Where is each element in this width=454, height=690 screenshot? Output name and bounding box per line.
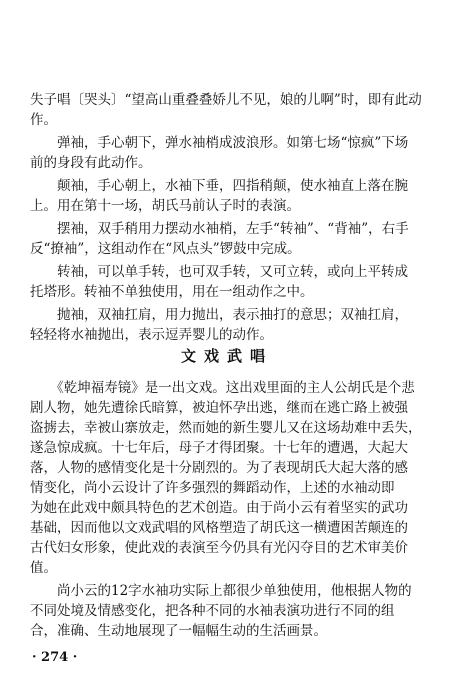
paragraph-line: 尚小云的12字水袖功实际上都很少单独使用，他根据人物的 bbox=[30, 583, 412, 599]
paragraph-line: 上。用在第十一场，胡氏马前认子时的表演。 bbox=[30, 198, 300, 214]
paragraph-line: 不同处境及情感变化，把各种不同的水袖表演功进行不同的组 bbox=[30, 603, 395, 619]
section-heading: 文戏武唱 bbox=[180, 347, 273, 365]
paragraph-line: 托塔形。转袖不单独使用，用在一组动作之中。 bbox=[30, 284, 314, 300]
paragraph-line: 值。 bbox=[30, 560, 57, 576]
paragraph-line: 轻轻将水袖抛出，表示逗弄婴儿的动作。 bbox=[30, 327, 273, 343]
paragraph-line: 反“撩袖”，这组动作在“风点头”锣鼓中完成。 bbox=[30, 241, 301, 257]
paragraph-line: 为她在此戏中颇具特色的艺术创造。由于尚小云有着坚实的武功 bbox=[30, 500, 408, 516]
paragraph-line: 落，人物的感情变化是十分剧烈的。为了表现胡氏大起大落的感 bbox=[30, 460, 408, 476]
paragraph-line: 颠袖，手心朝上，水袖下垂，四指稍颠，使水袖直上落在腕 bbox=[30, 178, 408, 194]
paragraph-line: 失子唱〔哭头〕“望高山重叠叠娇儿不见，娘的儿啊”时，即有此动 bbox=[30, 92, 422, 108]
paragraph-line: 弹袖，手心朝下，弹水袖梢成波浪形。如第七场“惊疯”下场 bbox=[30, 135, 409, 151]
paragraph-line: 转袖，可以单手转，也可双手转，又可立转，或向上平转成 bbox=[30, 264, 408, 280]
page-number: · 274 · bbox=[32, 650, 78, 665]
paragraph-line: 摆袖，双手稍用力摆动水袖梢，左手“转袖”、“背袖”，右手 bbox=[30, 221, 409, 237]
paragraph-line: 前的身段有此动作。 bbox=[30, 155, 152, 171]
paragraph-line: 遂急惊成疯。十七年后，母子才得团聚。十七年的遭遇，大起大 bbox=[30, 440, 408, 456]
paragraph-line: 剧人物，她先遭徐氏暗算，被迫怀孕出逃，继而在逃亡路上被强 bbox=[30, 400, 408, 416]
paragraph-line: 古代妇女形象，使此戏的表演至今仍具有光闪夺目的艺术审美价 bbox=[30, 540, 408, 556]
paragraph-line: 情变化，尚小云设计了许多强烈的舞蹈动作，上述的水袖动即 bbox=[30, 480, 395, 496]
paragraph-line: 合，准确、生动地展现了一幅幅生动的生活画景。 bbox=[30, 623, 327, 639]
paragraph-line: 抛袖，双袖扛肩，用力抛出，表示抽打的意思；双袖扛肩， bbox=[30, 307, 408, 323]
paragraph-line: 《乾坤福寿镜》是一出文戏。这出戏里面的主人公胡氏是个悲 bbox=[30, 380, 415, 396]
paragraph-line: 基础，因而他以文戏武唱的风格塑造了胡氏这一横遭困苦颠连的 bbox=[30, 520, 408, 536]
paragraph-line: 作。 bbox=[30, 112, 57, 128]
paragraph-line: 盗掳去，幸被山寨放走，然而她的新生婴儿又在这场劫难中丢失， bbox=[30, 420, 422, 436]
